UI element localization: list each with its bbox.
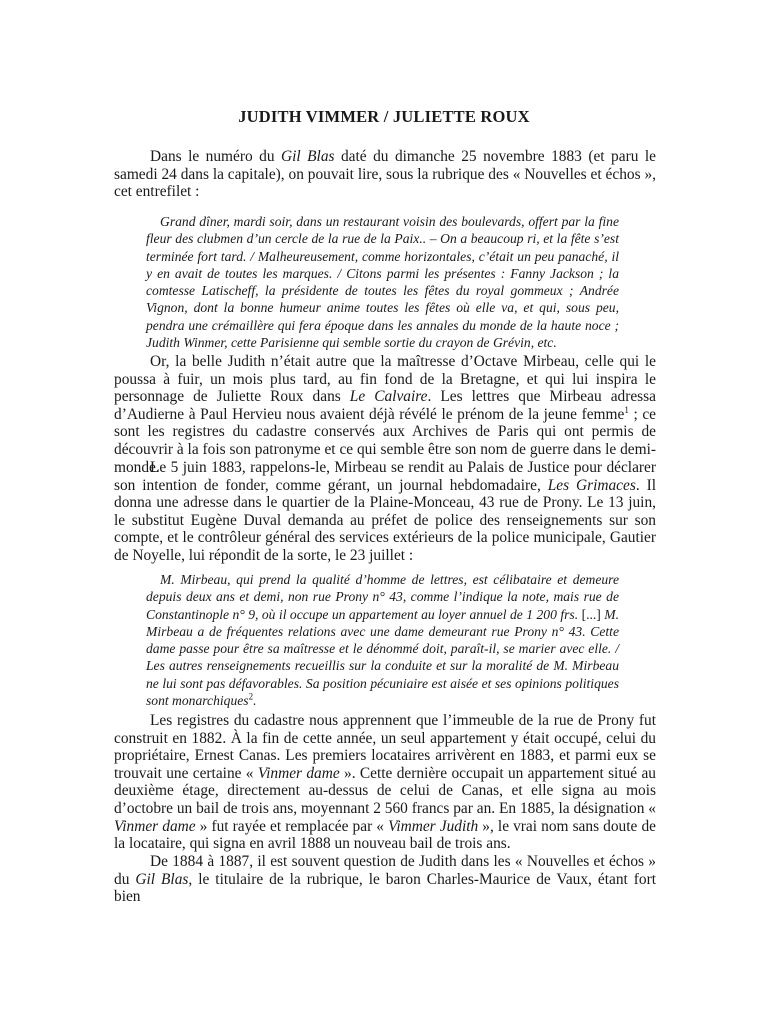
blockquote-gil-blas: Grand dîner, mardi soir, dans un restaurant voisin des boulevards, offert par la fine fleur des clubmen d’un cercle de la rue de la Paix.. – On a beaucoup ri, et la fête s’est terminée fort tard. / Malheureusement, comme horizontales, c’était un peu panaché, il y en avait de toutes les marques. / Citons parmi les présentes : Fanny Jackson ; la comtesse Latischeff, la présidente de toutes les fêtes du royal gommeux ; Andrée Vignon, dont la bonne humeur anime toutes les fêtes où elle va, et qui, sous peu, pendra une crémaillère qui fera époque dans les annales du monde de la haute noce ; Judith Winmer, cette Parisienne qui semble sortie du crayon de Grévin, etc. xyxy=(146,214,619,351)
paragraph-mirbeau: Or, la belle Judith n’était autre que la maîtresse d’Octave Mirbeau, celle qui le poussa à fuir, un mois plus tard, au fin fond de la Bretagne, et qui lui inspira le personnage de Juliette Roux dans Le Calvaire. Les lettres que Mirbeau adressa d’Audierne à Paul Hervieu nous avaient déjà révélé le prénom de la jeune femme$^1$ ; ce sont les registres du cadastre conservés aux Archives de Paris qui ont permis de découvrir à la fois son patronyme et ce qui semble être son nom de guerre dans le demi-monde. xyxy=(114,353,656,476)
footnote-ref-2[interactable]: 2 xyxy=(248,691,254,702)
paragraph-intro: Dans le numéro du Gil Blas daté du dimanche 25 novembre 1883 (et paru le samedi 24 dans la capitale), on pouvait lire, sous la rubrique des « Nouvelles et échos », cet entrefilet : xyxy=(114,148,656,201)
journal-title: Les Grimaces xyxy=(547,476,636,494)
footnote-ref-1[interactable]: 1 xyxy=(624,404,629,415)
blockquote-police-report: M. Mirbeau, qui prend la qualité d’homme de lettres, est célibataire et demeure depuis deux ans et demi, non rue Prony n° 43, comme l’indique la note, mais rue de Constantinople n° 9, où il occupe un appartement au loyer annuel de 1 200 frs. [...] M. Mirbeau a de fréquentes relations avec une dame demeurant rue Prony n° 43. Cette dame passe pour être sa maîtresse et le dénommé doit, paraît-il, se marier avec elle. / Les autres renseignements recueillis sur la conduite et sur la moralité de M. Mirbeau ne lui sont pas défavorables. Sa position pécuniaire est aisée et ses opinions politiques sont monarchiques$^2$. xyxy=(146,572,619,709)
paragraph-nouvelles-echos: De 1884 à 1887, il est souvent question de Judith dans les « Nouvelles et échos » du Gil Blas, le titulaire de la rubrique, le baron Charles-Maurice de Vaux, étant fort bien xyxy=(114,853,656,906)
page-title: JUDITH VIMMER / JULIETTE ROUX xyxy=(238,107,530,126)
journal-title: Gil Blas xyxy=(135,870,189,888)
paragraph-palais-justice: Le 5 juin 1883, rappelons-le, Mirbeau se rendit au Palais de Justice pour déclarer son intention de fonder, comme gérant, un journal hebdomadaire, Les Grimaces. Il donna une adresse dans le quartier de la Plaine-Monceau, 43 rue de Prony. Le 13 juin, le substitut Eugène Duval demanda au préfet de police des renseignements sur son compte, et le contrôleur général des services extérieurs de la police municipale, Gautier de Noyelle, lui répondit de la sorte, le 23 juillet : xyxy=(114,459,656,564)
paragraph-cadastre: Les registres du cadastre nous apprennent que l’immeuble de la rue de Prony fut construit en 1882. À la fin de cette année, un seul appartement y était occupé, celui du propriétaire, Ernest Canas. Les premiers locataires arrivèrent en 1883, et parmi eux se trouvait une certaine « Vinmer dame ». Cette dernière occupait un appartement situé au deuxième étage, directement au-dessus de celui de Canas, et elle signa au mois d’octobre un bail de trois ans, moyennant 2 560 francs par an. En 1885, la désignation « Vinmer dame » fut rayée et remplacée par « Vimmer Judith », le vrai nom sans doute de la locataire, qui signa en avril 1888 un nouveau bail de trois ans. xyxy=(114,712,656,853)
journal-title: Gil Blas xyxy=(281,148,335,165)
novel-title: Le Calvaire xyxy=(349,388,428,406)
